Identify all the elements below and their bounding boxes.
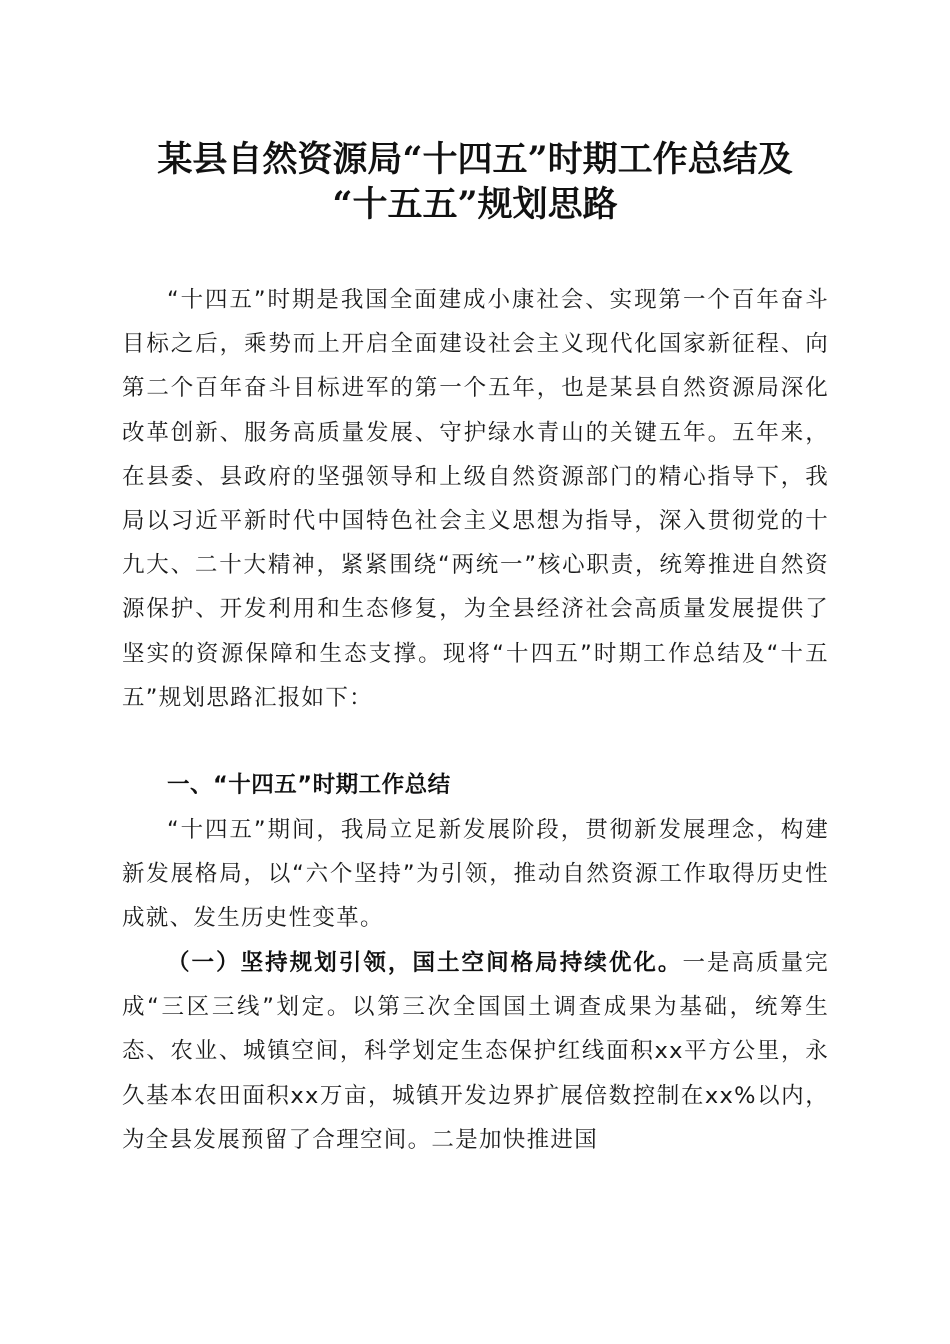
intro-paragraph: “十四五”时期是我国全面建成小康社会、实现第一个百年奋斗目标之后，乘势而上开启全面建设社会主义现代化国家新征程、向第二个百年奋斗目标进军的第一个五年，也是某县自然资源局深化改革创新、服务高质量发展、守护绿水青山的关键五年。五年来，在县委、县政府的坚强领导和上级自然资源部门的精心指导下，我局以习近平新时代中国特色社会主义思想为指导，深入贯彻党的十九大、二十大精神，紧紧围绕“两统一”核心职责，统筹推进自然资源保护、开发利用和生态修复，为全县经济社会高质量发展提供了坚实的资源保障和生态支撑。现将“十四五”时期工作总结及“十五五”规划思路汇报如下： <box>122 287 829 711</box>
subsection1-paragraph <box>122 941 829 1162</box>
subsection1-text: 一是高质量完成“三区三线”划定。以第三次全国国土调查成果为基础，统筹生态、农业、城镇空间，科学划定生态保护红线面积xx平方公里，永久基本农田面积xx万亩，城镇开发边界扩展倍数控制在xx%以内，为全县发展预留了合理空间。二是加快推进国 <box>122 950 829 1153</box>
subsection1-lead: （一）坚持规划引领，国土空间格局持续优化。 <box>167 950 683 976</box>
section1-heading: 一、“十四五”时期工作总结 <box>167 772 451 798</box>
section1-intro-paragraph: “十四五”期间，我局立足新发展阶段，贯彻新发展理念，构建新发展格局，以“六个坚持”为引领，推动自然资源工作取得历史性成就、发生历史性变革。 <box>122 817 829 932</box>
document-title-line2: “十五五”规划思路 <box>332 184 618 225</box>
document-title-line1: 某县自然资源局“十四五”时期工作总结及 <box>157 139 793 180</box>
